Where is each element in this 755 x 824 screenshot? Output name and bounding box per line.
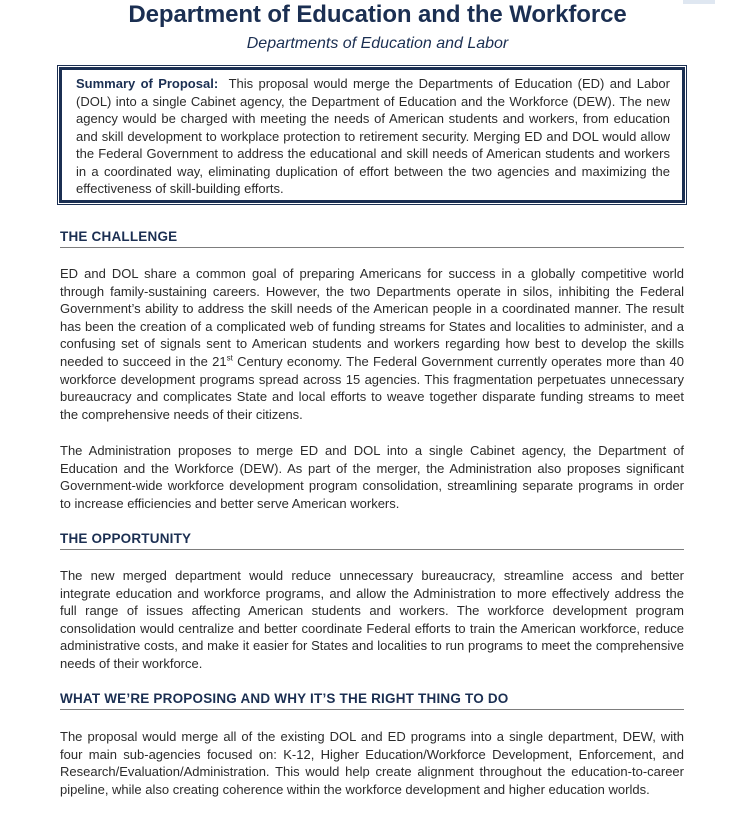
challenge-paragraph-2: The Administration proposes to merge ED and DOL into a single Cabinet agency, the Department of Education and the Workforce (DEW). As part of the merger, the Administration also proposes significant Government-wide workforce development program consolidation, streamlining separate programs in order to increase efficiencies and better serve American workers. [60, 443, 684, 511]
summary-box [59, 67, 685, 203]
summary-text: This proposal would merge the Departments of Education (ED) and Labor (DOL) into a single Cabinet agency, the Department of Education and the Workforce (DEW). The new agency would be charged with meeting the needs of American students and workers, from education and skill development to workplace protection to retirement security. Merging ED and DOL would allow the Federal Government to address the educational and skill needs of American students and workers in a coordinated way, eliminating duplication of effort between the two agencies and maximizing the effectiveness of skill-building efforts. [76, 76, 670, 196]
opportunity-paragraph: The new merged department would reduce unnecessary bureaucracy, streamline access and better integrate education and workforce programs, and allow the Administration to more effectively address the full range of issues affecting American students and workers. The workforce development program consolidation would centralize and better coordinate Federal efforts to train the American workforce, reduce administrative costs, and make it easier for States and localities to run programs to meet the comprehensive needs of their workforce. [60, 568, 684, 671]
page-subtitle: Departments of Education and Labor [246, 35, 509, 52]
ordinal-suffix: st [226, 353, 233, 363]
summary-label: Summary of Proposal: [76, 76, 219, 91]
challenge-heading: THE CHALLENGE [60, 229, 684, 248]
proposing-heading: WHAT WE’RE PROPOSING AND WHY IT’S THE RIGHT THING TO DO [60, 691, 684, 710]
challenge-para1-text-cont: Century economy. The Federal Government currently operates more than 40 workforce development programs spread across 15 agencies. This fragmentation perpetuates unnecessary bureaucracy and complicates State and local efforts to weave together disparate funding streams to meet the comprehensive needs of their citizens. [60, 353, 684, 422]
proposing-paragraph: The proposal would merge all of the existing DOL and ED programs into a single department, DEW, with four main sub-agencies focused on: K-12, Higher Education/Workforce Development, Enforcement, and Research/Evaluation/Administration. This would help create alignment throughout the education-to-career pipeline, while also creating coherence within the workforce development and higher education worlds. [60, 729, 684, 797]
challenge-paragraph-1 [60, 265, 684, 423]
challenge-para1-text: ED and DOL share a common goal of preparing Americans for success in a globally competitive world through family-sustaining careers. However, the two Departments operate in silos, inhibiting the Federal Government’s ability to address the skill needs of the American people in a coordinated manner. The result has been the creation of a complicated web of funding streams for States and localities to administer, and a confusing set of signals sent to American students and workers regarding how best to develop the skills needed to succeed in the 21 [60, 266, 684, 369]
page-title: Department of Education and the Workforce [128, 1, 627, 28]
corner-decoration [683, 0, 715, 4]
opportunity-heading: THE OPPORTUNITY [60, 531, 684, 550]
